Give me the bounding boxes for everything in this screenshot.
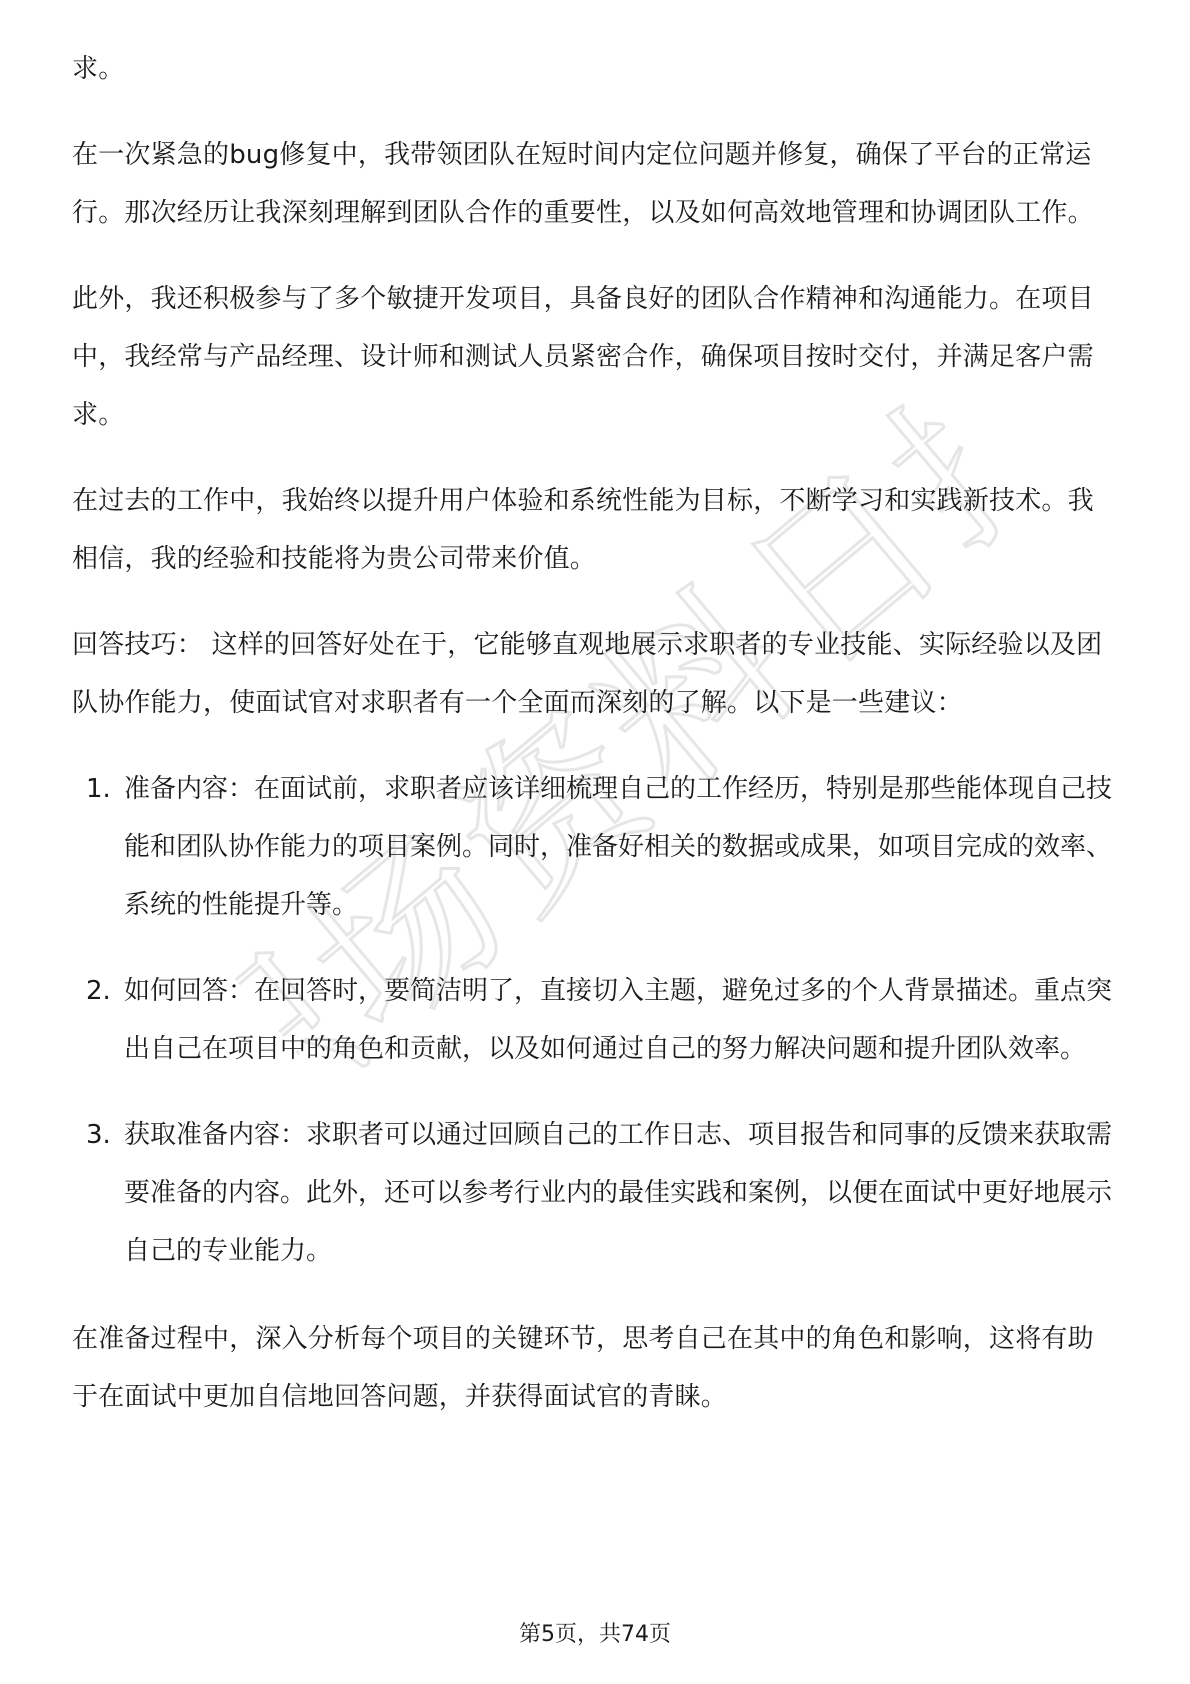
page-number-footer: 第5页，共74页 <box>519 1622 671 1647</box>
list-item-number: 1. <box>86 774 111 804</box>
paragraph: 在过去的工作中，我始终以提升用户体验和系统性能为目标，不断学习和实践新技术。我相信，我的经验和技能将为贵公司带来价值。 <box>72 486 1094 574</box>
list-item-text: 如何回答：在回答时，要简洁明了，直接切入主题，避免过多的个人背景描述。重点突出自己在项目中的角色和贡献，以及如何通过自己的努力解决问题和提升团队效率。 <box>124 976 1113 1064</box>
paragraph: 在准备过程中，深入分析每个项目的关键环节，思考自己在其中的角色和影响，这将有助于在面试中更加自信地回答问题，并获得面试官的青睐。 <box>72 1324 1094 1412</box>
paragraph: 在一次紧急的bug修复中，我带领团队在短时间内定位问题并修复，确保了平台的正常运行。那次经历让我深刻理解到团队合作的重要性，以及如何高效地管理和协调团队工作。 <box>72 140 1094 228</box>
watermark-text: 职场资料日报 <box>214 376 1046 1124</box>
list-item-number: 3. <box>86 1120 111 1150</box>
answer-tips-paragraph: 回答技巧： 这样的回答好处在于，它能够直观地展示求职者的专业技能、实际经验以及团队协作能力，使面试官对求职者有一个全面而深刻的了解。以下是一些建议： <box>72 630 1103 718</box>
list-item-text: 准备内容：在面试前，求职者应该详细梳理自己的工作经历，特别是那些能体现自己技能和团队协作能力的项目案例。同时，准备好相关的数据或成果，如项目完成的效率、系统的性能提升等。 <box>124 774 1113 920</box>
list-item <box>72 1106 1118 1280</box>
list-item-number: 2. <box>86 976 111 1006</box>
document-body <box>72 40 1118 1454</box>
list-item-text: 获取准备内容：求职者可以通过回顾自己的工作日志、项目报告和同事的反馈来获取需要准备的内容。此外，还可以参考行业内的最佳实践和案例，以便在面试中更好地展示自己的专业能力。 <box>124 1120 1113 1266</box>
paragraph: 此外，我还积极参与了多个敏捷开发项目，具备良好的团队合作精神和沟通能力。在项目中，我经常与产品经理、设计师和测试人员紧密合作，确保项目按时交付，并满足客户需求。 <box>72 284 1094 430</box>
list-item <box>72 962 1118 1078</box>
tips-list <box>72 760 1118 1280</box>
paragraph: 求。 <box>72 54 125 84</box>
list-item <box>72 760 1118 934</box>
